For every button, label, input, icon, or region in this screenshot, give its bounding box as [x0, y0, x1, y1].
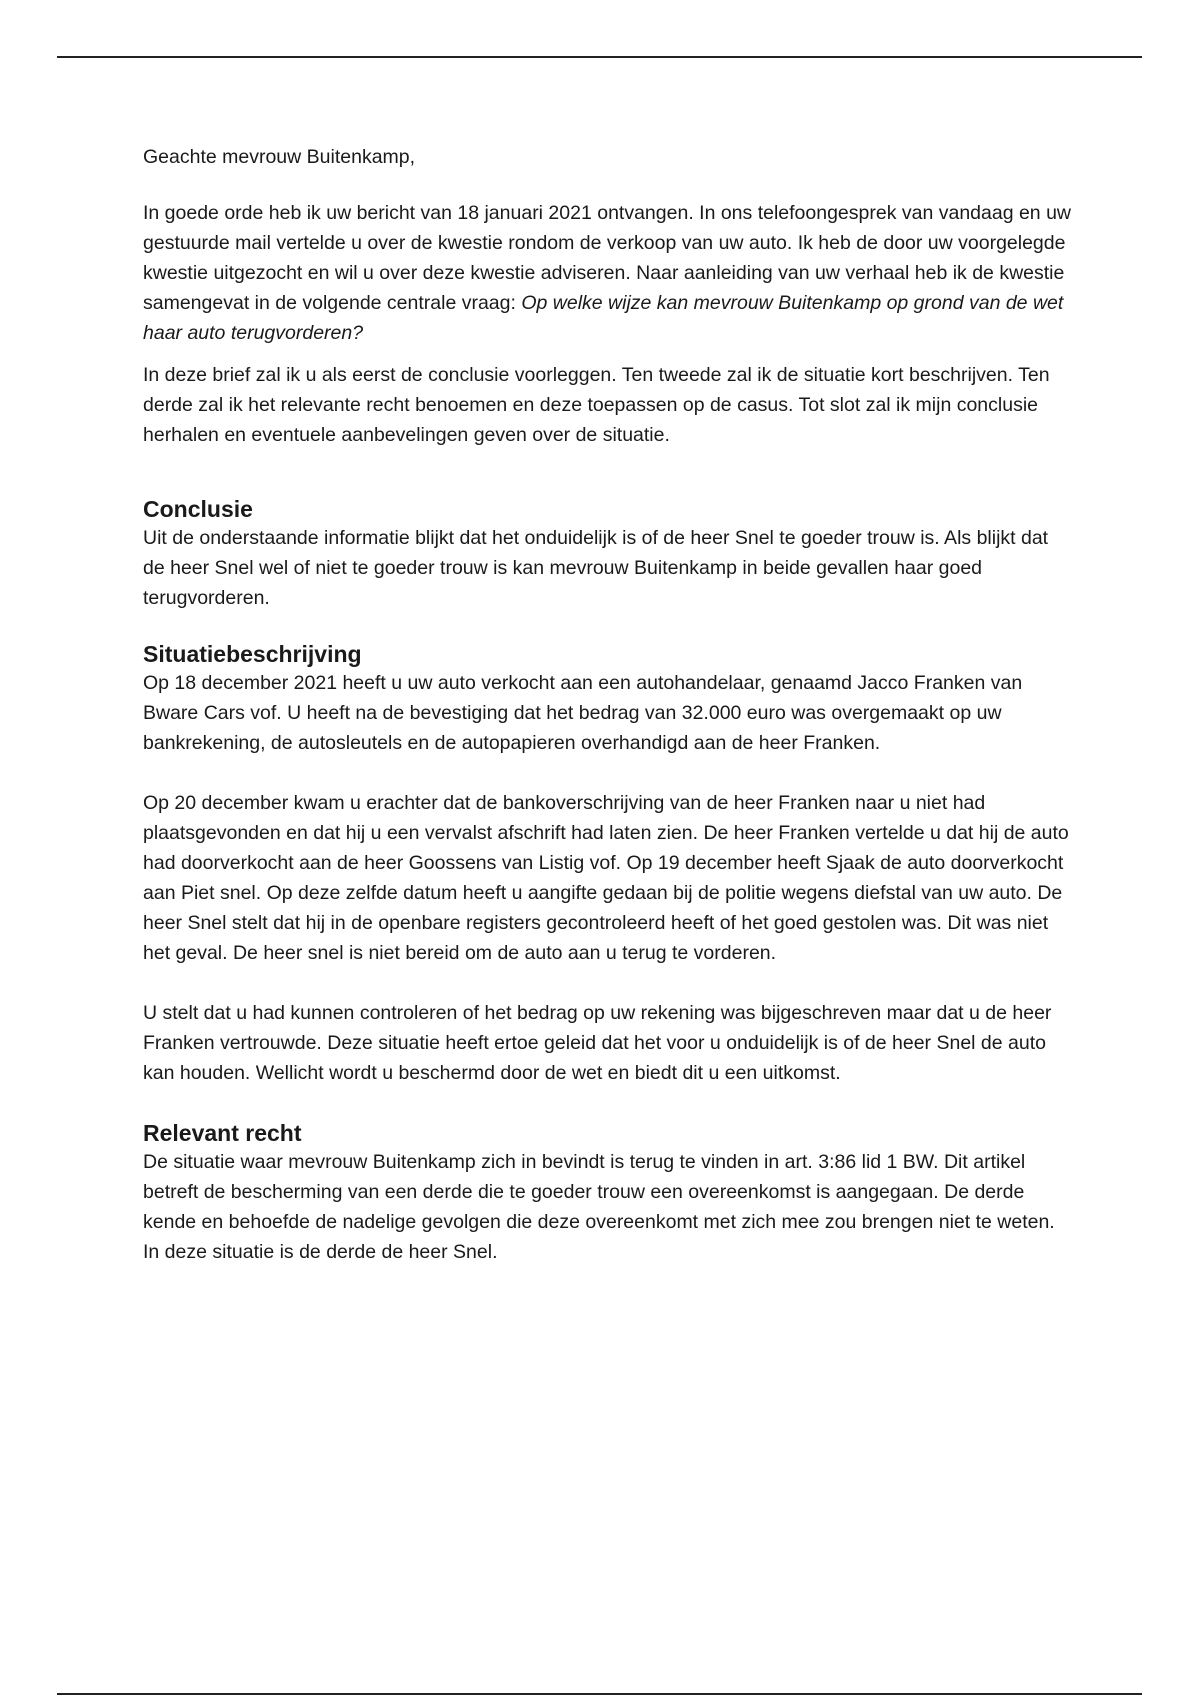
relevant-recht-text: De situatie waar mevrouw Buitenkamp zich in bevindt is terug te vinden in art. 3:86 lid 1 BW. Dit artikel betreft de bescherming van een derde die te goeder trouw een overeenkomst is aangegaan. De derde kende en behoefde de nadelige gevolgen die deze overeenkomt met zich mee zou brengen niet te weten. In deze situatie is de derde de heer Snel. — [143, 1151, 1055, 1263]
situatie-paragraph-3: U stelt dat u had kunnen controleren of het bedrag op uw rekening was bijgeschreven maar dat u de heer Franken vertrouwde. Deze situatie heeft ertoe geleid dat het voor u onduidelijk is of de heer Snel de auto kan houden. Wellicht wordt u beschermd door de wet en biedt dit u een uitkomst. — [143, 1002, 1052, 1084]
salutation: Geachte mevrouw Buitenkamp, — [143, 146, 416, 168]
heading-relevant-recht: Relevant recht — [143, 1120, 302, 1146]
plan-paragraph: In deze brief zal ik u als eerst de conclusie voorleggen. Ten tweede zal ik de situatie kort beschrijven. Ten derde zal ik het relevante recht benoemen en deze toepassen op de casus. Tot slot zal ik mijn conclusie herhalen en eventuele aanbevelingen geven over de situatie. — [143, 364, 1050, 446]
conclusie-text: Uit de onderstaande informatie blijkt dat het onduidelijk is of de heer Snel te goeder trouw is. Als blijkt dat de heer Snel wel of niet te goeder trouw is kan mevrouw Buitenkamp in beide gevallen haar goed terugvorderen. — [143, 527, 1049, 609]
situatie-paragraph-2: Op 20 december kwam u erachter dat de bankoverschrijving van de heer Franken naar u niet had plaatsgevonden en dat hij u een vervalst afschrift had laten zien. De heer Franken vertelde u dat hij de auto had doorverkocht aan de heer Goossens van Listig vof. Op 19 december heeft Sjaak de auto doorverkocht aan Piet snel. Op deze zelfde datum heeft u aangifte gedaan bij de politie wegens diefstal van uw auto. De heer Snel stelt dat hij in de openbare registers gecontroleerd heeft of het goed gestolen was. Dit was niet het geval. De heer snel is niet bereid om de auto aan u terug te vorderen. — [143, 792, 1069, 964]
intro-paragraph — [143, 198, 1073, 348]
situatie-paragraph-1: Op 18 december 2021 heeft u uw auto verkocht aan een autohandelaar, genaamd Jacco Franken van Bware Cars vof. U heeft na de bevestiging dat het bedrag van 32.000 euro was overgemaakt op uw bankrekening, de autosleutels en de autopapieren overhandigd aan de heer Franken. — [143, 672, 1023, 754]
page-bottom-rule — [57, 1693, 1142, 1695]
page-top-rule — [57, 56, 1142, 58]
intro-text: In goede orde heb ik uw bericht van 18 januari 2021 ontvangen. In ons telefoongesprek van vandaag en uw gestuurde mail vertelde u over de kwestie rondom de verkoop van uw auto. Ik heb de door uw voorgelegde kwestie uitgezocht en wil u over deze kwestie adviseren. Naar aanleiding van uw verhaal heb ik de kwestie samengevat in de volgende centrale vraag: — [143, 202, 1072, 314]
central-question: Op welke wijze kan mevrouw Buitenkamp op grond van de wet haar auto terugvorderen? — [143, 292, 1064, 344]
heading-conclusie: Conclusie — [143, 496, 253, 522]
letter-body — [143, 142, 1073, 1267]
heading-situatiebeschrijving: Situatiebeschrijving — [143, 641, 362, 667]
